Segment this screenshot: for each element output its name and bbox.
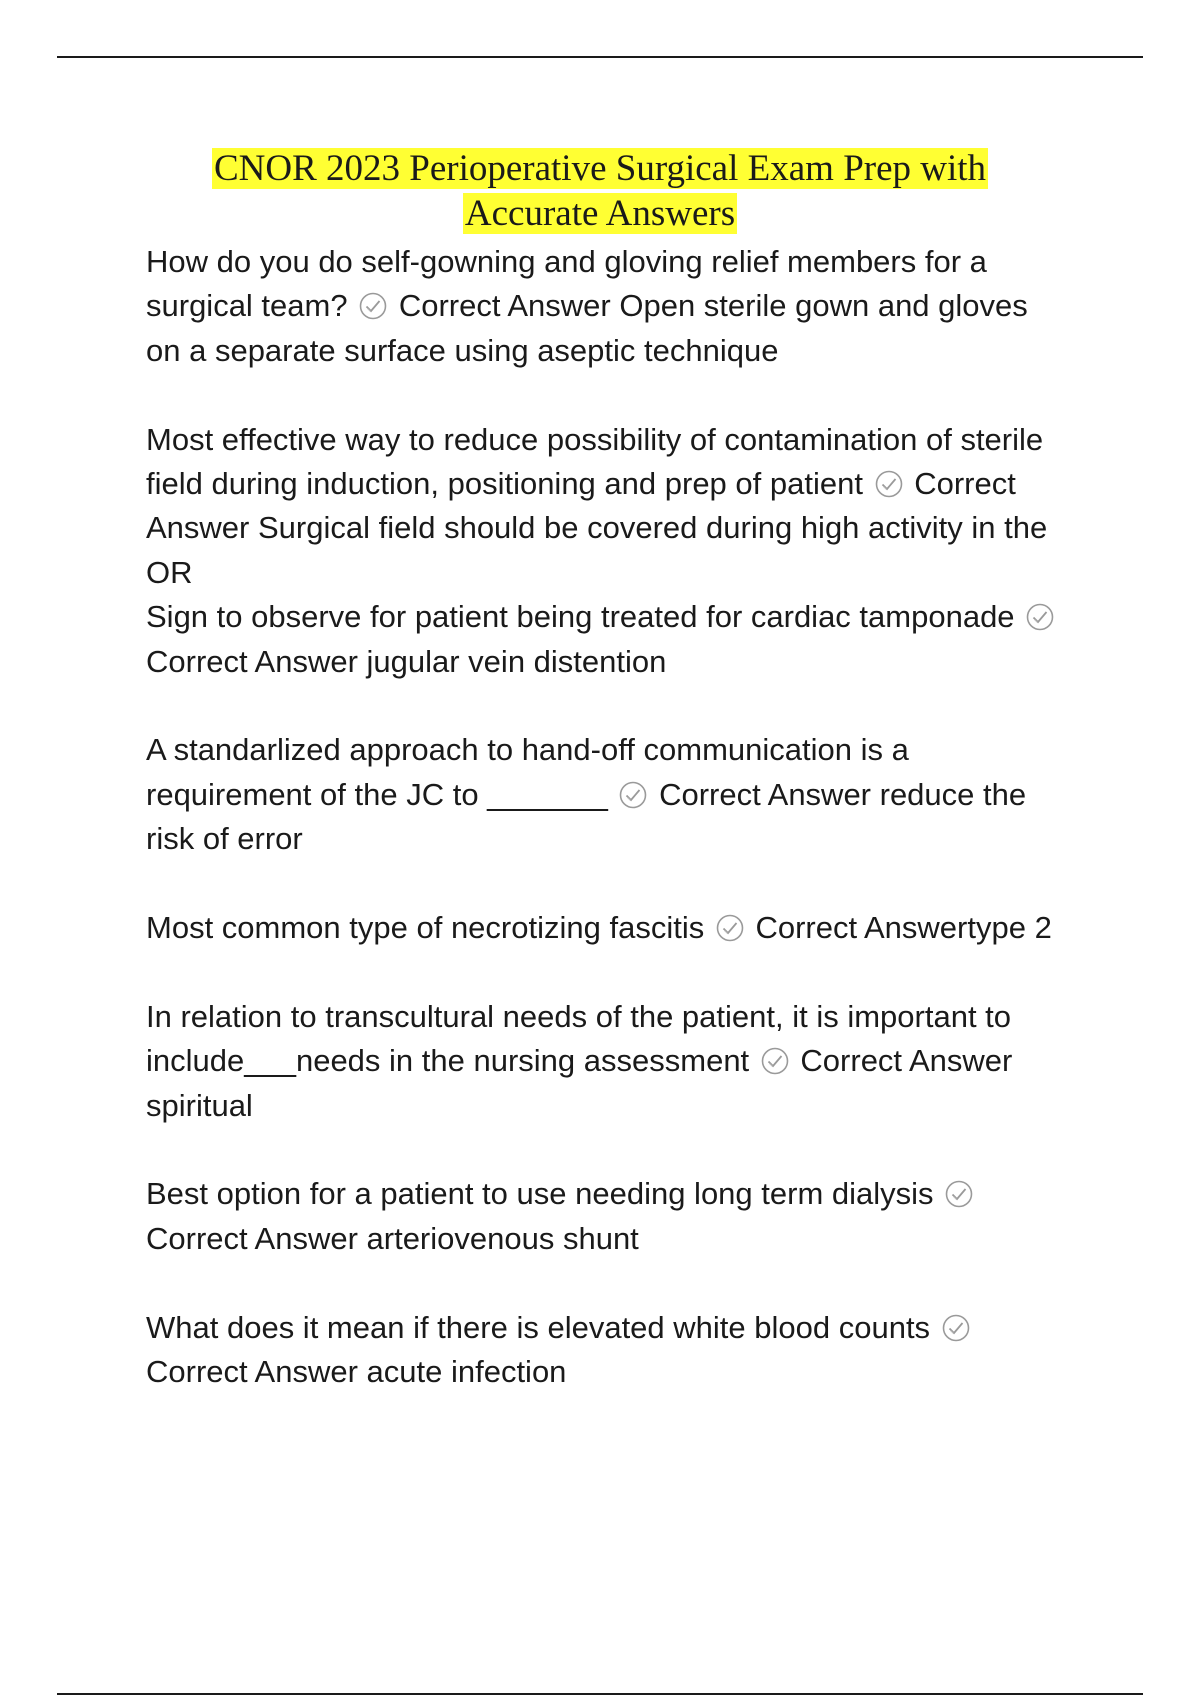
question-text: Best option for a patient to use needing long term dialysis	[146, 1176, 934, 1212]
qa-list	[146, 240, 1066, 1394]
title-line-1: CNOR 2023 Perioperative Surgical Exam Prep with	[213, 148, 987, 189]
circled-check-icon	[944, 1179, 974, 1209]
circled-check-icon	[760, 1046, 790, 1076]
question-text: Most effective way to reduce possibility of contamination of sterile field during induction, positioning and prep of patient	[146, 421, 1044, 502]
qa-item	[146, 1172, 1066, 1261]
circled-check-icon	[618, 780, 648, 810]
circled-check-icon	[1025, 602, 1055, 632]
question-text: Most common type of necrotizing fascitis	[146, 910, 705, 946]
title-line-2: Accurate Answers	[464, 193, 736, 234]
qa-item	[146, 595, 1066, 684]
answer-text: Correct Answer jugular vein distention	[146, 643, 667, 679]
answer-text: Correct Answer arteriovenous shunt	[146, 1220, 639, 1256]
answer-text: Correct Answer Open sterile gown and gloves on a separate surface using aseptic technique	[146, 288, 1028, 368]
question-text: What does it mean if there is elevated white blood counts	[146, 1309, 931, 1345]
answer-text: Correct Answer acute infection	[146, 1354, 567, 1390]
top-rule	[57, 56, 1143, 58]
answer-text: Correct Answer Surgical field should be covered during high activity in the OR	[146, 466, 1048, 590]
question-text: A standarlized approach to hand-off communication is a requirement of the JC to _______	[146, 732, 909, 812]
document-title	[0, 146, 1200, 236]
circled-check-icon	[874, 469, 904, 499]
answer-text: Correct Answer reduce the risk of error	[146, 776, 1027, 857]
bottom-rule	[57, 1693, 1143, 1695]
answer-text: Correct Answertype 2	[755, 910, 1052, 946]
qa-item	[146, 240, 1066, 373]
qa-item	[146, 1306, 1066, 1395]
circled-check-icon	[358, 291, 388, 321]
qa-item	[146, 728, 1066, 861]
circled-check-icon	[941, 1313, 971, 1343]
qa-item	[146, 995, 1066, 1128]
question-text: Sign to observe for patient being treated for cardiac tamponade	[146, 599, 1015, 635]
question-text: In relation to transcultural needs of the patient, it is important to include___needs in the nursing assessment	[146, 998, 1012, 1079]
qa-item	[146, 418, 1066, 596]
answer-text: Correct Answer spiritual	[146, 1043, 1013, 1123]
qa-item	[146, 906, 1066, 950]
question-text: How do you do self-gowning and gloving relief members for a surgical team?	[146, 244, 987, 324]
circled-check-icon	[715, 913, 745, 943]
